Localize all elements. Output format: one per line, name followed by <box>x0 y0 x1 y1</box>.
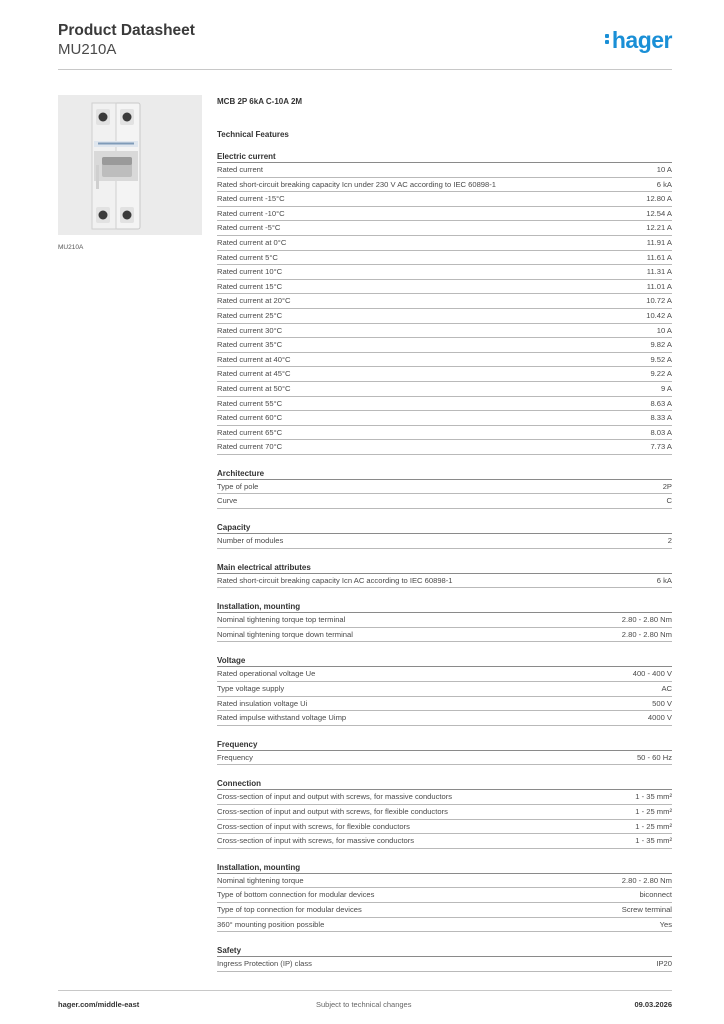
spec-label: Ingress Protection (IP) class <box>217 959 312 969</box>
product-reference: MU210A <box>58 41 117 58</box>
spec-value: AC <box>661 684 672 694</box>
spec-row <box>217 207 672 222</box>
spec-value: 500 V <box>652 698 672 708</box>
spec-section <box>217 561 672 589</box>
spec-row <box>217 613 672 628</box>
spec-label: Cross-section of input with screws, for massive conductors <box>217 836 415 846</box>
spec-value: 9.82 A <box>650 340 672 350</box>
spec-value: 1 - 35 mm² <box>635 836 672 846</box>
spec-value: 10.42 A <box>646 310 672 320</box>
spec-row <box>217 697 672 712</box>
spec-value: 9 A <box>661 383 672 393</box>
spec-value: 11.61 A <box>646 252 672 262</box>
spec-value: 2.80 - 2.80 Nm <box>621 875 672 885</box>
spec-row <box>217 324 672 339</box>
spec-label: Rated current -5°C <box>217 223 281 233</box>
spec-label: Rated current at 45°C <box>217 369 291 379</box>
spec-row <box>217 251 672 266</box>
section-title: Safety <box>217 944 672 957</box>
spec-value: 400 - 400 V <box>632 669 672 679</box>
spec-row <box>217 751 672 766</box>
spec-row <box>217 494 672 509</box>
spec-section <box>217 467 672 509</box>
spec-row <box>217 918 672 933</box>
spec-value: 50 - 60 Hz <box>636 752 672 762</box>
spec-row <box>217 888 672 903</box>
spec-row <box>217 192 672 207</box>
specifications <box>217 95 672 972</box>
spec-value: 6 kA <box>656 575 672 585</box>
document-title: Product Datasheet <box>58 22 195 39</box>
spec-value: 2P <box>662 481 672 491</box>
spec-label: Cross-section of input and output with screws, for massive conductors <box>217 792 453 802</box>
spec-row <box>217 820 672 835</box>
spec-row <box>217 294 672 309</box>
spec-row <box>217 903 672 918</box>
spec-section <box>217 600 672 642</box>
product-image <box>58 95 202 235</box>
spec-row <box>217 534 672 549</box>
spec-section <box>217 150 672 455</box>
spec-section <box>217 738 672 766</box>
section-title: Connection <box>217 777 672 790</box>
spec-label: Rated current -10°C <box>217 208 285 218</box>
spec-row <box>217 440 672 455</box>
spec-value: 6 kA <box>656 179 672 189</box>
spec-row <box>217 711 672 726</box>
spec-row <box>217 682 672 697</box>
spec-value: 1 - 25 mm² <box>635 807 672 816</box>
spec-value: 2.80 - 2.80 Nm <box>621 615 672 625</box>
image-caption: MU210A <box>58 244 84 251</box>
spec-label: Nominal tightening torque down terminal <box>217 629 353 639</box>
technical-features-heading: Technical Features <box>217 130 289 139</box>
spec-label: Rated current at 0°C <box>217 237 287 247</box>
logo-dots-icon <box>605 32 610 46</box>
spec-label: Nominal tightening torque top terminal <box>217 615 346 625</box>
spec-row <box>217 221 672 236</box>
spec-label: Rated short-circuit breaking capacity Icn AC according to IEC 60898-1 <box>217 575 453 585</box>
spec-value: 12.80 A <box>646 194 672 204</box>
spec-label: Rated current 5°C <box>217 252 278 262</box>
spec-value: Screw terminal <box>621 904 672 914</box>
spec-row <box>217 805 672 820</box>
spec-row <box>217 426 672 441</box>
spec-label: Rated current 60°C <box>217 413 283 423</box>
spec-label: Nominal tightening torque <box>217 875 304 885</box>
spec-row <box>217 353 672 368</box>
spec-row <box>217 480 672 495</box>
spec-row <box>217 874 672 889</box>
spec-value: 10 A <box>656 165 672 174</box>
spec-value: 8.33 A <box>650 413 672 423</box>
hager-logo <box>605 27 672 54</box>
product-name: MCB 2P 6kA C-10A 2M <box>217 97 303 106</box>
spec-label: 360° mounting position possible <box>217 919 325 929</box>
spec-label: Type of top connection for modular devices <box>217 904 362 914</box>
spec-label: Rated current <box>217 165 264 174</box>
spec-row <box>217 163 672 178</box>
section-title: Capacity <box>217 521 672 534</box>
spec-value: biconnect <box>639 890 672 900</box>
spec-label: Rated current 25°C <box>217 310 283 320</box>
spec-value: 1 - 35 mm² <box>635 792 672 802</box>
circuit-breaker-illustration <box>58 95 202 235</box>
spec-sections <box>217 150 672 972</box>
spec-section <box>217 654 672 725</box>
spec-row <box>217 382 672 397</box>
spec-value: 7.73 A <box>650 442 672 452</box>
section-title: Frequency <box>217 738 672 751</box>
spec-row <box>217 236 672 251</box>
footer-date: 09.03.2026 <box>634 1000 672 1009</box>
spec-label: Rated current at 40°C <box>217 354 291 364</box>
spec-value: 8.03 A <box>650 427 672 437</box>
spec-value: 1 - 25 mm² <box>635 821 672 831</box>
spec-row <box>217 667 672 682</box>
spec-label: Rated current 10°C <box>217 267 283 277</box>
spec-label: Rated current 65°C <box>217 427 283 437</box>
spec-value: 12.21 A <box>646 223 672 233</box>
section-title: Voltage <box>217 654 672 667</box>
spec-value: 11.01 A <box>646 281 672 291</box>
footer-website: hager.com/middle-east <box>58 1000 140 1009</box>
spec-label: Type of pole <box>217 481 259 491</box>
page-header <box>58 22 672 70</box>
spec-row <box>217 397 672 412</box>
spec-label: Rated current at 50°C <box>217 383 291 393</box>
spec-value: 2.80 - 2.80 Nm <box>621 629 672 639</box>
spec-label: Rated current -15°C <box>217 194 285 204</box>
spec-label: Cross-section of input with screws, for flexible conductors <box>217 821 410 831</box>
spec-value: 11.91 A <box>646 237 672 247</box>
spec-label: Rated current 55°C <box>217 398 283 408</box>
spec-section <box>217 777 672 848</box>
spec-section <box>217 521 672 549</box>
spec-value: C <box>666 496 672 506</box>
spec-row <box>217 574 672 589</box>
spec-label: Rated impulse withstand voltage Uimp <box>217 713 347 723</box>
spec-value: 10 A <box>656 325 672 335</box>
page-footer <box>58 990 672 1012</box>
spec-label: Curve <box>217 496 238 506</box>
spec-row <box>217 834 672 849</box>
spec-value: Yes <box>659 919 672 929</box>
spec-section <box>217 861 672 932</box>
spec-row <box>217 367 672 382</box>
spec-value: 10.72 A <box>646 296 672 306</box>
spec-row <box>217 265 672 280</box>
section-title: Installation, mounting <box>217 861 672 874</box>
spec-value: 4000 V <box>647 713 672 723</box>
section-title: Electric current <box>217 150 672 163</box>
spec-label: Frequency <box>217 752 253 762</box>
spec-value: 12.54 A <box>646 208 672 218</box>
spec-value: 2 <box>667 536 672 546</box>
spec-value: 9.22 A <box>650 369 672 379</box>
spec-label: Rated current 70°C <box>217 442 283 452</box>
spec-label: Rated insulation voltage Ui <box>217 698 308 708</box>
spec-row <box>217 628 672 643</box>
spec-value: 9.52 A <box>650 354 672 364</box>
spec-label: Rated current 30°C <box>217 325 283 335</box>
spec-value: 8.63 A <box>650 398 672 408</box>
spec-row <box>217 790 672 805</box>
spec-label: Type of bottom connection for modular devices <box>217 890 375 900</box>
spec-label: Rated operational voltage Ue <box>217 669 316 679</box>
spec-label: Number of modules <box>217 536 284 546</box>
spec-row <box>217 178 672 193</box>
spec-label: Cross-section of input and output with screws, for flexible conductors <box>217 807 448 816</box>
logo-text: hager <box>611 27 672 53</box>
spec-section <box>217 944 672 972</box>
spec-label: Rated current 35°C <box>217 340 283 350</box>
spec-value: 11.31 A <box>646 267 672 277</box>
section-title: Architecture <box>217 467 672 480</box>
spec-row <box>217 309 672 324</box>
section-title: Main electrical attributes <box>217 561 672 574</box>
spec-row <box>217 280 672 295</box>
spec-value: IP20 <box>656 959 672 969</box>
spec-row <box>217 957 672 972</box>
section-title: Installation, mounting <box>217 600 672 613</box>
spec-label: Rated current at 20°C <box>217 296 291 306</box>
spec-label: Rated current 15°C <box>217 281 283 291</box>
spec-label: Type voltage supply <box>217 684 285 694</box>
spec-row <box>217 338 672 353</box>
footer-notice: Subject to technical changes <box>316 1000 412 1009</box>
spec-label: Rated short-circuit breaking capacity Icn under 230 V AC according to IEC 60898-1 <box>217 179 497 189</box>
spec-row <box>217 411 672 426</box>
